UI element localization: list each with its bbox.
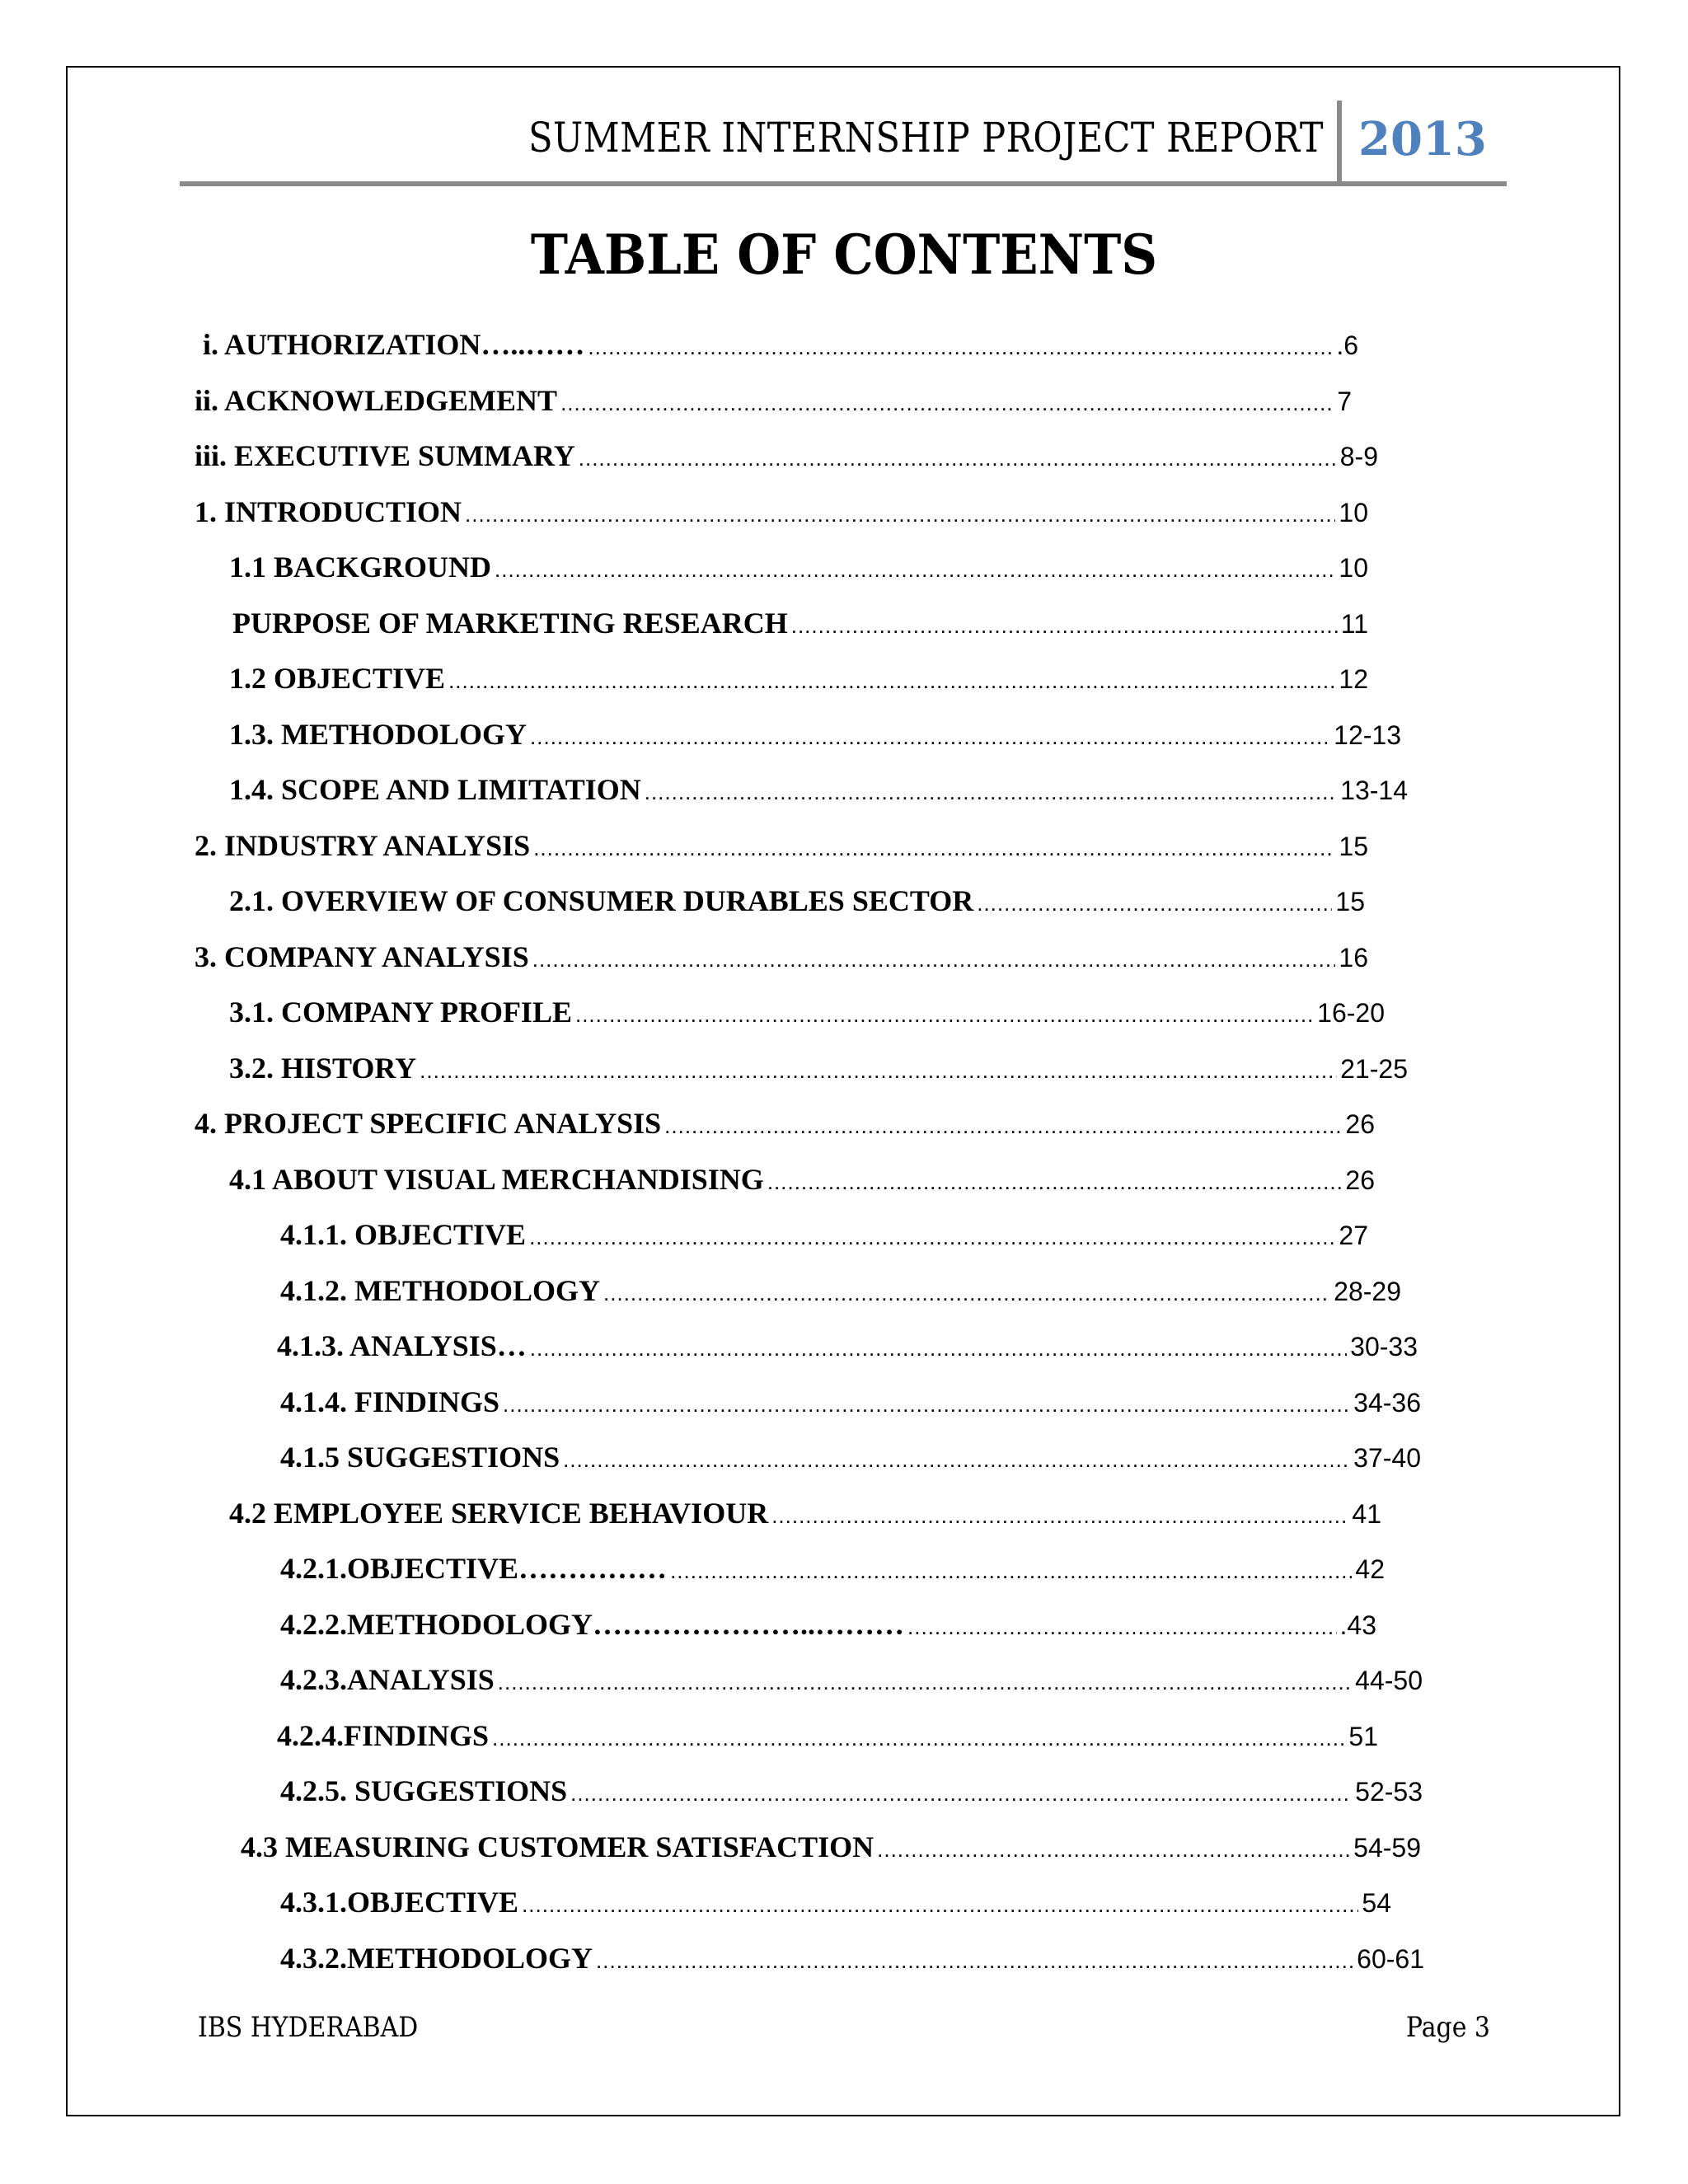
toc-entry (229, 769, 1408, 810)
toc-dot-leader (767, 1161, 1343, 1202)
toc-dot-leader (575, 994, 1314, 1035)
toc-dot-leader (560, 382, 1334, 424)
toc-dot-leader (791, 605, 1338, 646)
toc-entry-label: iii. EXECUTIVE SUMMARY (195, 439, 575, 472)
toc-entry-page: 7 (1337, 386, 1352, 416)
toc-dot-leader (596, 1940, 1353, 1981)
toc-entry-page: 54-59 (1353, 1832, 1421, 1863)
toc-entry-label: 4.2 EMPLOYEE SERVICE BEHAVIOUR (229, 1496, 769, 1530)
toc-entry-page: 16 (1339, 942, 1368, 972)
toc-entry-page: .43 (1339, 1610, 1376, 1640)
toc-entry-page: 34-36 (1353, 1387, 1421, 1418)
toc-dot-leader (533, 827, 1335, 869)
toc-entry-label: 3. COMPANY ANALYSIS (195, 940, 529, 973)
toc-dot-leader (570, 1773, 1352, 1814)
toc-entry-page: 41 (1352, 1498, 1381, 1529)
toc-entry-page: 21-25 (1340, 1053, 1408, 1084)
footer-page-number: Page 3 (1405, 2011, 1490, 2044)
toc-dot-leader (907, 1606, 1336, 1647)
toc-entry-label: 2.1. OVERVIEW OF CONSUMER DURABLES SECTOR (229, 884, 974, 917)
toc-entry-page: 15 (1335, 887, 1365, 916)
toc-dot-leader (977, 883, 1332, 924)
toc-entry-label: 1.4. SCOPE AND LIMITATION (229, 773, 641, 806)
toc-entry-label: 4.2.4.FINDINGS (277, 1718, 490, 1752)
toc-entry (203, 324, 1358, 365)
toc-dot-leader (588, 326, 1333, 368)
toc-entry (280, 1214, 1368, 1255)
toc-dot-leader (530, 716, 1330, 757)
toc-entry-label: 4.1.1. OBJECTIVE (280, 1218, 527, 1251)
toc-entry-page: .6 (1336, 330, 1358, 360)
toc-entry-page: 26 (1345, 1165, 1375, 1195)
toc-entry-label: 3.2. HISTORY (229, 1051, 417, 1085)
toc-entry-page: 51 (1348, 1721, 1378, 1751)
toc-entry (232, 602, 1368, 644)
toc-entry-page: 16-20 (1317, 998, 1385, 1028)
toc-entry-page: 12-13 (1334, 719, 1401, 750)
toc-entry-page: 11 (1340, 608, 1368, 639)
toc-entry-label: 1.2 OBJECTIVE (229, 662, 446, 695)
toc-entry-page: 30-33 (1350, 1332, 1418, 1361)
toc-dot-leader (529, 1216, 1335, 1258)
toc-entry-label: 4.1.2. METHODOLOGY (280, 1273, 601, 1307)
toc-entry-label: 1.1 BACKGROUND (229, 551, 492, 583)
toc-entry-page: 60-61 (1357, 1943, 1424, 1974)
toc-entry (229, 1047, 1408, 1089)
report-year: 2013 (1358, 112, 1487, 166)
toc-entry-page: 26 (1345, 1109, 1375, 1139)
toc-dot-leader (579, 438, 1337, 479)
toc-entry (195, 1103, 1375, 1144)
toc-entry (280, 1659, 1423, 1700)
footer-institution: IBS HYDERABAD (198, 2011, 419, 2044)
toc-entry-page: 12 (1339, 664, 1368, 694)
toc-entry-label: 4.1 ABOUT VISUAL MERCHANDISING (229, 1162, 764, 1196)
toc-dot-leader (645, 771, 1337, 813)
toc-entry (195, 435, 1378, 476)
toc-entry (195, 825, 1368, 866)
toc-entry (280, 1270, 1401, 1311)
header-divider (1337, 101, 1342, 181)
toc-dot-leader (492, 1718, 1345, 1759)
toc-entry (229, 991, 1385, 1033)
toc-entry (229, 546, 1368, 588)
toc-entry (277, 1325, 1418, 1366)
toc-entry-label: 4.2.5. SUGGESTIONS (280, 1774, 568, 1807)
toc-entry (280, 1770, 1423, 1811)
toc-entry-page: 44-50 (1355, 1666, 1423, 1695)
toc-dot-leader (448, 660, 1335, 701)
toc-dot-leader (877, 1829, 1350, 1870)
toc-dot-leader (522, 1884, 1358, 1925)
toc-entry-page: 15 (1339, 831, 1368, 861)
toc-entry-label: 4.1.5 SUGGESTIONS (280, 1441, 560, 1474)
toc-entry-label: 1.3. METHODOLOGY (229, 717, 528, 751)
toc-entry (280, 1436, 1421, 1478)
toc-dot-leader (530, 1328, 1347, 1369)
toc-dot-leader (603, 1272, 1330, 1314)
toc-entry-label: 3.1. COMPANY PROFILE (229, 996, 572, 1029)
toc-entry (280, 1604, 1376, 1645)
toc-dot-leader (532, 939, 1336, 980)
toc-entry (280, 1381, 1421, 1422)
toc-entry-page: 54 (1362, 1888, 1391, 1918)
toc-entry-label: 4.2.1.OBJECTIVE…………… (280, 1552, 668, 1585)
toc-entry-page: 10 (1339, 497, 1368, 527)
toc-dot-leader (495, 549, 1335, 590)
toc-dot-leader (503, 1384, 1350, 1425)
toc-entry-label: i. AUTHORIZATION…..…… (203, 328, 585, 361)
toc-entry (229, 658, 1368, 699)
toc-entry-page: 13-14 (1340, 776, 1408, 805)
toc-entry-label: ii. ACKNOWLEDGEMENT (195, 383, 558, 417)
toc-entry-label: 1. INTRODUCTION (195, 494, 462, 528)
toc-entry-label: 2. INDUSTRY ANALYSIS (195, 828, 531, 862)
toc-dot-leader (498, 1661, 1352, 1703)
toc-dot-leader (563, 1439, 1350, 1480)
toc-title: TABLE OF CONTENTS (530, 223, 1158, 287)
toc-entry-label: 4.2.3.ANALYSIS (280, 1663, 495, 1696)
toc-entry-label: 4.3 MEASURING CUSTOMER SATISFACTION (241, 1830, 874, 1863)
toc-entry-page: 52-53 (1355, 1777, 1423, 1807)
toc-entry (195, 380, 1352, 421)
toc-entry-page: 28-29 (1334, 1276, 1401, 1306)
toc-entry-page: 42 (1355, 1554, 1385, 1584)
toc-entry-label: 4.3.1.OBJECTIVE (280, 1886, 519, 1919)
toc-entry (195, 936, 1368, 977)
page-header (180, 97, 1507, 186)
report-title: SUMMER INTERNSHIP PROJECT REPORT (528, 114, 1324, 162)
toc-dot-leader (670, 1550, 1352, 1591)
toc-entry-label: 4.2.2.METHODOLOGY…………………..……… (280, 1607, 905, 1641)
toc-entry (277, 1715, 1378, 1756)
toc-entry (229, 880, 1365, 921)
toc-entry-page: 10 (1339, 553, 1368, 583)
toc-entry-label: 4.1.3. ANALYSIS… (277, 1329, 527, 1362)
toc-dot-leader (420, 1050, 1337, 1091)
toc-entry-label: PURPOSE OF MARKETING RESEARCH (232, 606, 788, 640)
toc-entry-page: 8-9 (1339, 442, 1378, 471)
toc-entry (280, 1938, 1424, 1979)
toc-entry-label: 4.1.4. FINDINGS (280, 1385, 500, 1418)
toc-dot-leader (465, 494, 1335, 535)
toc-entry (229, 1493, 1381, 1534)
toc-entry (229, 1159, 1375, 1200)
toc-dot-leader (664, 1105, 1342, 1146)
toc-entry-label: 4.3.2.METHODOLOGY (280, 1941, 593, 1975)
toc-entry (280, 1882, 1391, 1923)
toc-entry (195, 491, 1368, 532)
toc-entry (229, 714, 1401, 755)
toc-entry-page: 37-40 (1353, 1443, 1421, 1473)
toc-dot-leader (771, 1495, 1348, 1536)
toc-entry (280, 1548, 1385, 1589)
toc-entry-page: 27 (1339, 1221, 1368, 1250)
toc-entry-label: 4. PROJECT SPECIFIC ANALYSIS (195, 1107, 662, 1140)
toc-entry (241, 1826, 1421, 1868)
